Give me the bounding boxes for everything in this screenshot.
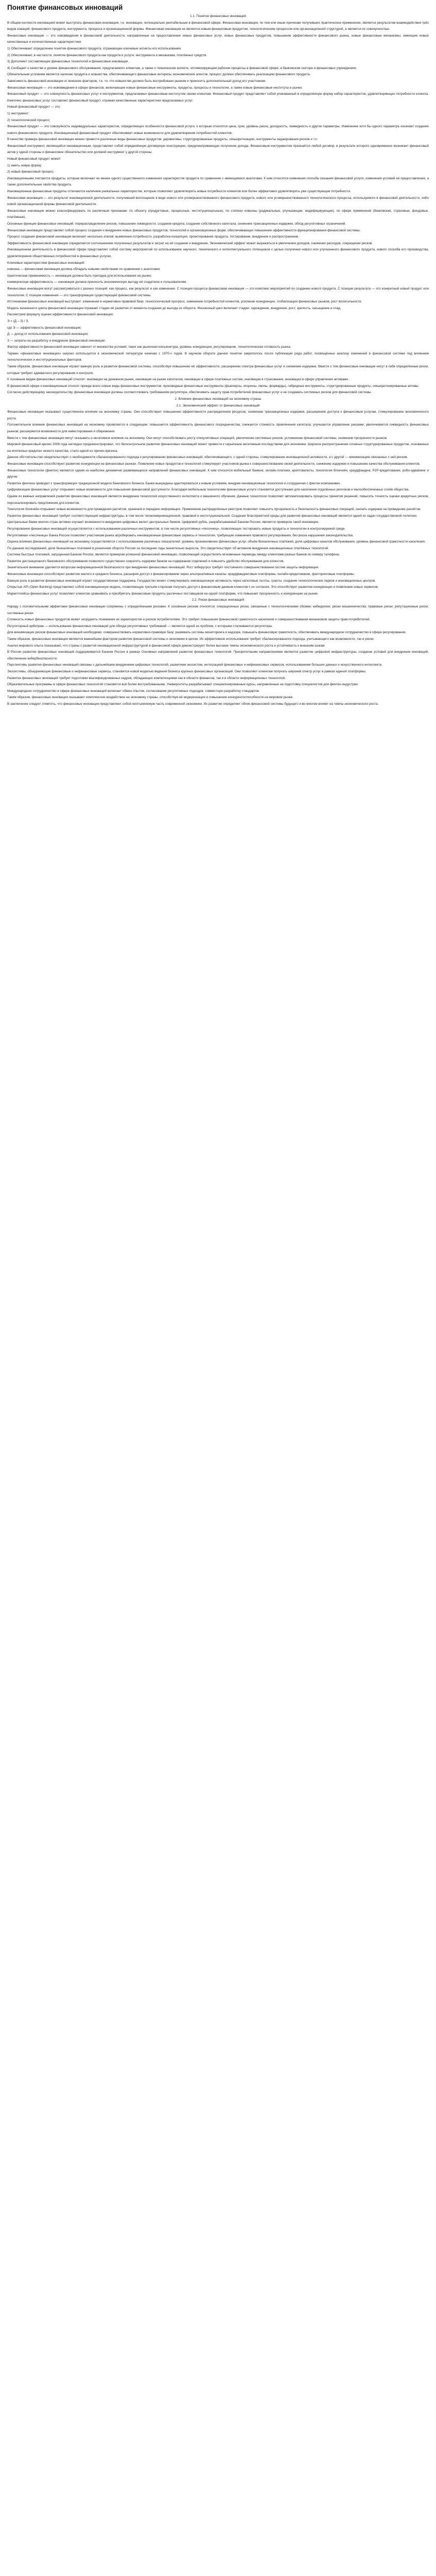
paragraph: 1) Обеспечивает определение понятия финансового продукта, отражающее ключевые аспекты его использования. <box>7 46 182 50</box>
paragraph: Экосистемы, объединяющие финансовые и нефинансовые сервисы, становятся новой моделью ведения бизнеса крупных финансовых организаций. Они позволяют клиентам получать широкий спектр услуг в рамках единой платформы. <box>7 669 367 673</box>
paragraph: Ключевые характеристики финансовых инноваций: <box>7 261 85 265</box>
paragraph: Образовательные программы в сфере финансовых технологий становятся всё более востребованными. Университеты разрабатывают специализированные курсы, направленные на подготовку специалистов для финтех-индустрии. <box>7 683 359 687</box>
paragraph: Финансовая инновация представляет собой процесс создания и внедрения новых финансовых продуктов, технологий и организационных форм, обеспечивающих повышение эффективности функционирования финансовой системы. <box>7 228 361 232</box>
paragraph: В России развитие финансовых инноваций поддерживается Банком России в рамках Основных направлений развития финансовых технологий. Приоритетными направлениями являются развитие цифровой инфраструктуры, создание условий для внедрения инноваций, обеспечение кибербезопасности. <box>7 650 429 660</box>
paragraph: Финансовые технологии (финтех) являются одним из наиболее динамично развивающихся направлений финансовых инноваций. К ним относятся мобильный банкинг, онлайн-платежи, криптовалюты, технология блокчейн, краудфандинг, P2P-кредитование, робо-эдвайзинг и другие. <box>7 468 429 479</box>
paragraph: новизна — финансовая инновация должна обладать новыми свойствами по сравнению с аналогами; <box>7 267 161 272</box>
paragraph: Перспективы развития финансовых инноваций связаны с дальнейшим внедрением цифровых технологий, развитием экосистем, интеграцией финансовых и нефинансовых сервисов, использованием больших данных и искусственного интеллекта. <box>7 663 382 667</box>
paragraph: Новый финансовый продукт может: <box>7 157 61 161</box>
paragraph: По данным исследований, доля безналичных платежей в розничном обороте России за последние годы значительно выросла. Это свидетельствует об активном внедрении инновационных платёжных технологий. <box>7 546 329 550</box>
paragraph: Данное обстоятельство свидетельствует о необходимости сбалансированного подхода к регулированию финансовых инноваций, обеспечивающего, с одной стороны, стимулирование инновационной активности, а с другой — минимизацию связанных с ней рисков. <box>7 455 408 460</box>
paragraph: Новый финансовый продукт — это: <box>7 105 61 109</box>
paragraph: Таким образом, финансовые инновации оказывают комплексное воздействие на экономику страны, способствуя её модернизации и повышению конкурентоспособности на мировом рынке. <box>7 696 294 700</box>
paragraph: Финансовая инновация — это нововведение в сфере финансов, включающее новые финансовые инструменты, продукты, процессы и технологии, а также новые финансовые институты и рынки. <box>7 86 303 90</box>
subsection-heading: 2.1. Экономический эффект от финансовых инноваций <box>176 403 260 408</box>
paragraph: Развитие финансовых инноваций требует соответствующей инфраструктуры, в том числе телекоммуникационной, правовой и институциональной. Создание благоприятной среды для развития финансовых инноваций является одной из задач государственной политики. <box>7 514 417 518</box>
paragraph: Технология блокчейн открывает новые возможности для проведения расчётов, хранения и передачи информации. Применение распределённых реестров позволяет повысить прозрачность и безопасность финансовых операций, снизить издержки на проведение расчётов. <box>7 507 421 512</box>
paragraph: Фактор эффективности финансовой инновации зависит от множества условий, таких как рыночная конъюнктура, уровень конкуренции, регулирование, технологическая готовность рынка. <box>7 345 291 349</box>
paragraph: Открытые API (Open Banking) представляют собой инновационную модель, позволяющую третьим сторонам получать доступ к финансовым данным клиентов с их согласия. Это способствует развитию конкуренции и появлению новых сервисов. <box>7 585 379 589</box>
paragraph: Мировой финансовый кризис 2008 года наглядно продемонстрировал, что бесконтрольное развитие финансовых инноваций может привести к серьёзным негативным последствиям для экономики. Широкое распространение сложных структурированных продуктов, основанных на ипотечных кредитах низкого качества, стало одной из причин кризиса. <box>7 443 429 453</box>
paragraph: Оценка влияния финансовых инноваций на экономику осуществляется с использованием различных показателей: уровень проникновения финансовых услуг, объём безналичных платежей, доля цифровых каналов обслуживания, уровень финансовой грамотности населения. <box>7 540 426 544</box>
paragraph: Маркетплейсы финансовых услуг позволяют клиентам сравнивать и приобретать финансовые продукты различных поставщиков на одной платформе, что повышает прозрачность и конкуренцию на рынке. <box>7 591 319 596</box>
subsection-heading: 2.2. Риски финансовых инноваций <box>191 598 245 602</box>
paragraph: коммерческая эффективность — инновация должна приносить экономическую выгоду её создателю и пользователям. <box>7 280 187 284</box>
paragraph: Значительное внимание уделяется вопросам информационной безопасности при внедрении финансовых инноваций. Рост киберугроз требует постоянного совершенствования систем защиты информации. <box>7 566 319 570</box>
paragraph: Инновационными считаются продукты, которые включают не менее одного существенного изменения характеристик продукта по сравнению с имеющимися аналогами. К ним относятся изменения способа оказания финансовой услуги, изменения условий её предоставления, а также дополнительные свойства продукта. <box>7 176 429 187</box>
page-title: Понятие финансовых инноваций <box>7 4 123 11</box>
paragraph: Вместе с тем финансовые инновации могут оказывать и негативное влияние на экономику. Они могут способствовать росту спекулятивных операций, увеличению системных рисков, усложнению финансовой системы, снижению прозрачности рынков. <box>7 436 388 440</box>
paragraph: практическая применимость — инновация должна быть пригодна для использования на рынке; <box>7 274 152 278</box>
paragraph: Положительное влияние финансовых инноваций на экономику проявляется в следующем: повышается эффективность финансового посредничества; снижается стоимость привлечения капитала; улучшается управление рисками; увеличивается ликвидность финансовых рынков; расширяются возможности для инвестирования и сбережения. <box>7 423 429 433</box>
paragraph: Обязательным условием является наличие продукта и новшества, обеспечивающего финансовые интересы экономических агентов; процесс должен обеспечивать реализацию финансового продукта. <box>7 73 311 77</box>
paragraph: Наряду с положительными эффектами финансовые инновации сопряжены с определёнными рисками. К основным рискам относятся: операционные риски, связанные с технологическими сбоями; киберриски; риски мошенничества; правовые риски; репутационные риски; системные риски. <box>7 605 429 615</box>
paragraph: Сложность новых финансовых продуктов может затруднять понимание их характеристик и рисков потребителями. Это требует повышения финансовой грамотности населения и совершенствования механизмов защиты прав потребителей. <box>7 618 371 622</box>
paragraph: где Э — эффективность финансовой инновации; <box>7 326 82 330</box>
paragraph: 4) Сообщает о качестве и уровне финансового обслуживания, предлагаемого клиентам, а также о техническом аспекте, оптимизирующем рабочие процессы в финансовой сфере, в банковском секторе и финансовых учреждениях. <box>7 66 357 70</box>
paragraph: Развитие финансовых инноваций требует подготовки квалифицированных кадров, обладающих компетенциями как в области финансов, так и в области информационных технологий. <box>7 676 286 680</box>
section-heading: 2. Влияние финансовых инноваций на экономику страны <box>175 397 261 401</box>
paragraph: Финансовые инновации способствуют развитию конкуренции на финансовых рынках. Появление новых продуктов и технологий стимулирует участников рынка к совершенствованию своей деятельности, снижению издержек и повышению качества обслуживания клиентов. <box>7 462 421 466</box>
paragraph: З — затраты на разработку и внедрение финансовой инновации. <box>7 338 106 343</box>
paragraph: В заключение следует отметить, что финансовые инновации представляют собой неотъемлемую часть современной экономики. Их развитие определяет облик финансовой системы будущего и во многом влияет на темпы экономического роста. <box>7 702 379 706</box>
paragraph: Согласно действующему законодательству, финансовые инновации должны соответствовать требованиям регулятора, обеспечивать защиту прав потребителей финансовых услуг и не создавать системных рисков для финансовой системы. <box>7 391 372 395</box>
paragraph: Цифровизация финансовых услуг открывает новые возможности для повышения финансовой доступности. Благодаря мобильным технологиям финансовые услуги становятся доступными для населения отдалённых регионов и малообеспеченных слоёв общества. <box>7 488 410 492</box>
paragraph: Регуляторный арбитраж — использование финансовых инноваций для обхода регулятивных требований — является одной из проблем, с которыми сталкиваются регуляторы. <box>7 624 273 628</box>
paragraph: К основным видам финансовых инноваций относят: инновации на денежном рынке, инновации на рынке капиталов, инновации в сфере платёжных систем, инновации в страховании, инновации в сфере управления активами. <box>7 378 349 382</box>
paragraph: В финансовой сфере к инновационным относят прежде всего новые виды финансовых инструментов: производные финансовые инструменты (фьючерсы, опционы, свопы, форварды), гибридные инструменты, структурированные продукты, секьюритизированные активы. <box>7 384 420 388</box>
paragraph: Развитие финтеха приводит к трансформации традиционной модели банковского бизнеса. Банки вынуждены адаптироваться к новым условиям, внедряя инновационные технологии и сотрудничая с финтех-компаниями. <box>7 481 341 485</box>
paragraph: 3) Дополняет составляющие финансовых технологий и финансовые инновации. <box>7 60 129 64</box>
paragraph: Финансовый продукт — это совокупность финансовых услуг и инструментов, предлагаемых финансовым институтом своим клиентам. Финансовый продукт представляет собой упакованный в определённую форму набор характеристик, удовлетворяющих потребности клиента. Комплекс финансовых услуг составляет финансовый продукт, отражая качественные характеристики предлагаемых услуг. <box>7 92 429 103</box>
paragraph: Инновационная деятельность в финансовой сфере представляет собой систему мероприятий по использованию научного, технического и интеллектуального потенциала с целью получения нового или улучшенного финансового продукта, нового способа его производства, удовлетворения общественных потребностей в финансовых услугах. <box>7 248 429 258</box>
paragraph: Развитие дистанционного банковского обслуживания позволило существенно сократить издержки банков на содержание отделений и повысить удобство обслуживания для клиентов. <box>7 559 285 563</box>
formula: Э = (Д – З) / З, <box>7 319 29 323</box>
paragraph: Финансовый инструмент, являющийся инновационным, представляет собой определённую договорную конструкцию, предусматривающую получение дохода. Финансовым инструментом признаётся любой договор, в результате которого одновременно возникает финансовый актив у одной стороны и финансовое обязательство или долевой инструмент у другой стороны. <box>7 144 429 155</box>
paragraph: Для минимизации рисков финансовых инноваций необходимо: совершенствовать нормативно-правовую базу; развивать системы мониторинга и надзора; повышать финансовую грамотность; обеспечивать международное сотрудничество в сфере регулирования. <box>7 631 407 635</box>
paragraph: Финансовые инновации способствуют развитию малого и среднего бизнеса, расширяя доступ к финансированию через альтернативные каналы: краудфандинговые платформы, онлайн-кредитование, факторинговые платформы. <box>7 572 355 577</box>
paragraph: Таким образом, финансовые инновации играют важную роль в развитии финансовой системы, способствуя повышению её эффективности, расширению спектра финансовых услуг и снижению издержек. Вместе с тем финансовые инновации несут в себе определённые риски, которые требуют адекватного регулирования и контроля. <box>7 365 429 375</box>
paragraph: Одним из важных направлений развития финансовых инноваций является внедрение технологий искусственного интеллекта и машинного обучения. Данные технологии позволяют автоматизировать процессы принятия решений, повысить точность оценки кредитных рисков, персонализировать предложения для клиентов. <box>7 494 429 505</box>
paragraph: Международное сотрудничество в сфере финансовых инноваций включает обмен опытом, согласование регулятивных подходов, совместную разработку стандартов. <box>7 689 260 693</box>
paragraph: 1) иметь новую форму; <box>7 163 42 167</box>
paragraph: Финансовые инновации — это нововведения в финансовой деятельности, направленные на предоставление новых финансовых услуг, новых финансовых продуктов, повышение эффективности финансового рынка, новые финансовые механизмы, имеющие новые качественные и количественные характеристики. <box>7 33 429 44</box>
paragraph: Регулятивная «песочница» Банка России позволяет участникам рынка апробировать инновационные финансовые сервисы и технологии, требующие изменения правового регулирования, без риска нарушения законодательства. <box>7 533 354 537</box>
paragraph: В общем контексте инновацией может выступать финансовая инновация, т.е. инновации, потенциально рентабельные в финансовой сфере. Финансовая инновация, по тем или иным причинам получивших практическое применение, является результатом взаимодействия трёх видов новаций: финансового продукта, инструмента, процесса и организационной формы. Финансовая инновация не является новым финансовым продуктом, технологическим процессом или организационной структурой, а является их совокупностью. <box>7 21 429 31</box>
paragraph: Анализ мирового опыта показывает, что страны с развитой инновационной инфраструктурой в финансовой сфере демонстрируют более высокие темпы экономического роста и устойчивость к внешним шокам. <box>7 643 326 648</box>
paragraph: Процесс создания финансовой инновации включает несколько этапов: выявление потребности, разработка концепции, проектирование продукта, тестирование, внедрение и распространение. <box>7 235 300 239</box>
paragraph: 2) новый финансовый процесс. <box>7 170 55 174</box>
paragraph: В качестве примера финансовой инновации можно привести различные виды финансовых продуктов: деривативы, структурированные продукты, секьюритизацию, инструменты хеджирования рисков и т.п. <box>7 138 318 142</box>
paragraph: Финансовый продукт — это совокупность индивидуальных характеристик, определяющих особенности финансовой услуги, к которым относятся цена, срок, уровень риска, доходность, ликвидность и другие параметры. Изменение хотя бы одного параметра означает создание нового финансового продукта. Инновационный финансовый продукт обеспечивает новые возможности для удовлетворения потребностей клиентов. <box>7 125 429 135</box>
paragraph: 2) технологический процесс; <box>7 118 50 122</box>
paragraph: Финансовые инновации могут рассматриваться с разных позиций: как процесс, как результат и как изменение. С позиции процесса финансовая инновация — это комплекс мероприятий по созданию нового продукта. С позиции результата — это конкретный новый продукт или технология. С позиции изменения — это трансформация существующей финансовой системы. <box>7 286 429 297</box>
paragraph: Инновационные финансовые продукты отличаются наличием уникальных характеристик, которые позволяют удовлетворять новые потребности клиентов или более эффективно удовлетворять уже существующие потребности. <box>7 190 351 194</box>
paragraph: 2) Обеспечивает, в частности, понятие финансового продукта как продукта и услуги; инструмента и механизма, платёжных средств. <box>7 53 207 57</box>
paragraph: 1) инструмент; <box>7 111 29 115</box>
paragraph: Финансовые инновации оказывают существенное влияние на экономику страны. Они способствуют повышению эффективности распределения ресурсов, снижению транзакционных издержек, расширению доступа к финансовым услугам, стимулированию экономического роста. <box>7 410 429 420</box>
document-body <box>7 13 429 708</box>
paragraph: Основные функции финансовых инноваций: перераспределение рисков, повышение ликвидности, создание кредита, создание собственного капитала, снижение трансакционных издержек, обход регулятивных ограничений. <box>7 222 346 226</box>
paragraph: Рассмотрим формулу оценки эффективности финансовой инновации: <box>7 313 114 317</box>
document-page <box>0 0 436 713</box>
paragraph: Модель жизненного цикла финансовой инновации отражает стадии её развития от момента создания до выхода из оборота. Жизненный цикл включает стадии: зарождение, внедрение, рост, зрелость, насыщение и спад. <box>7 306 341 310</box>
paragraph: Важную роль в развитии финансовых инноваций играет государственная поддержка. Государство может стимулировать инновационную активность через налоговые льготы, гранты, создание технологических парков и инновационных центров. <box>7 579 376 583</box>
paragraph: Зависимость финансовой инновации от внешних факторов, т.е. то, что новшество должно быть востребовано рынком и приносить дополнительный доход его участникам. <box>7 79 266 83</box>
paragraph: Система быстрых платежей, запущенная Банком России, является примером успешной финансовой инновации, позволяющей осуществлять мгновенные переводы между клиентами разных банков по номеру телефона. <box>7 553 340 557</box>
paragraph: Регулирование финансовых инноваций осуществляется с использованием различных инструментов, в том числе регулятивных «песочниц», позволяющих тестировать новые продукты и технологии в контролируемой среде. <box>7 527 346 531</box>
paragraph: Д — доход от использования финансовой инновации; <box>7 332 89 336</box>
paragraph: Таким образом, финансовые инновации являются важнейшим фактором развития финансовой системы и экономики в целом. Их эффективное использование требует сбалансированного подхода, учитывающего как возможности, так и риски. <box>7 637 375 641</box>
paragraph: Центральные банки многих стран активно изучают возможности внедрения цифровых валют центральных банков. Цифровой рубль, разрабатываемый Банком России, является примером такой инновации. <box>7 520 319 524</box>
paragraph: Термин «финансовые инновации» широко используется в экономической литературе начиная с 1970-х годов. В научном обороте данное понятие закрепилось после публикации ряда работ, посвящённых анализу изменений в финансовой системе под влиянием технологических и институциональных факторов. <box>7 351 429 362</box>
paragraph: Финансовая инновация — это результат инновационной деятельности, получивший воплощение в виде нового или усовершенствованного финансового продукта, нового или усовершенствованного технологического процесса, используемого в финансовой деятельности, либо новой организационной формы финансовой деятельности. <box>7 196 429 207</box>
paragraph: Эффективность финансовой инновации определяется соотношением полученных результатов и затрат на её создание и внедрение. Экономический эффект может выражаться в увеличении доходов, снижении расходов, сокращении рисков. <box>7 241 373 245</box>
paragraph: Источниками финансовых инноваций выступают: изменения в нормативно-правовой базе, технологический прогресс, изменение потребностей клиентов, усиление конкуренции, глобализация финансовых рынков, рост волатильности. <box>7 300 362 304</box>
paragraph: Финансовые инновации можно классифицировать по различным признакам: по объекту (продуктовые, процессные, институциональные), по степени новизны (радикальные, улучшающие, модифицирующие), по сфере применения (банковские, страховые, фондовые, платёжные). <box>7 209 429 219</box>
section-heading: 1.1. Понятие финансовых инноваций <box>190 14 246 18</box>
